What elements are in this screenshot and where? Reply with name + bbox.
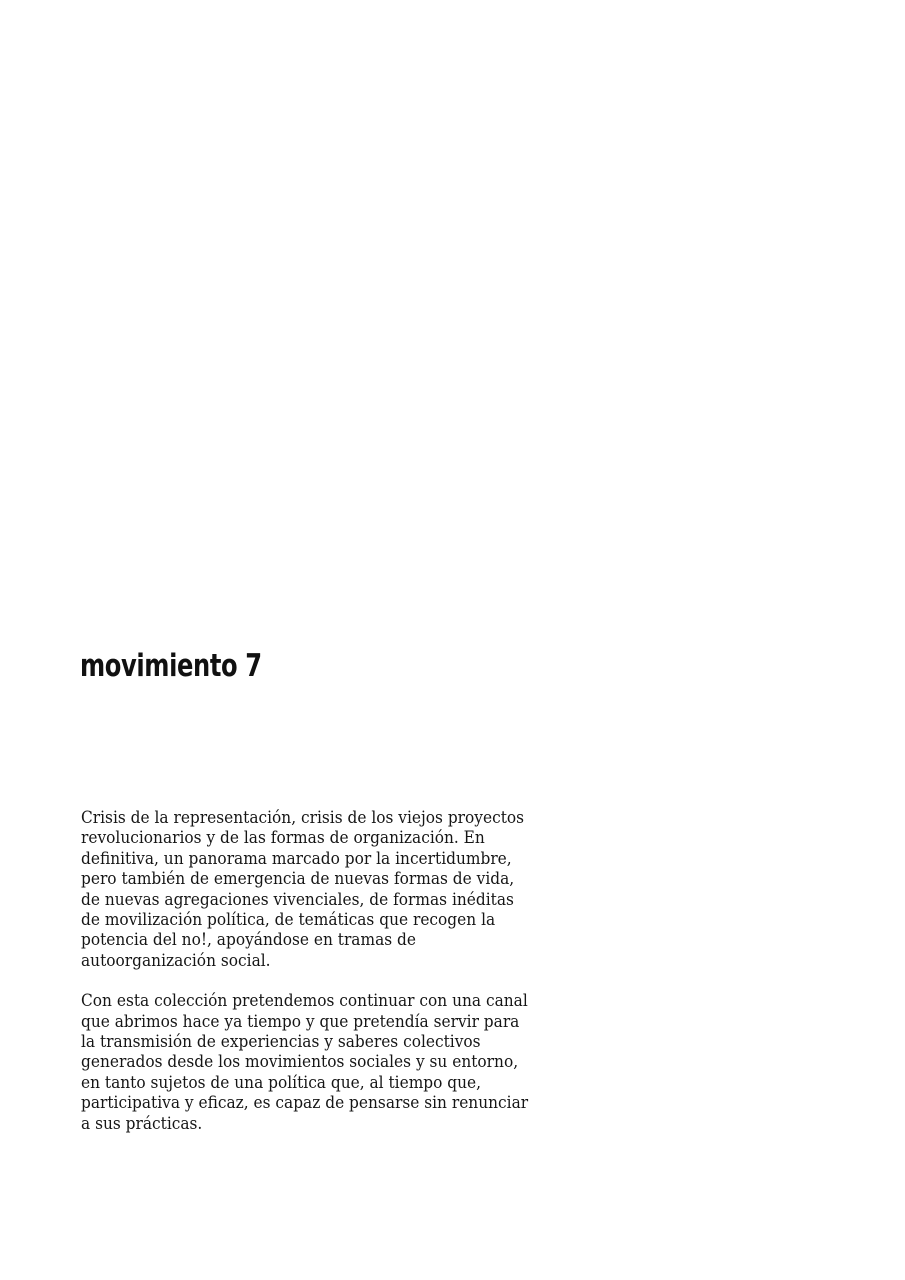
text-line: generados desde los movimientos sociales y su entorno, bbox=[81, 1052, 519, 1073]
series-title: movimiento 7 bbox=[80, 648, 262, 684]
series-description bbox=[81, 808, 541, 1154]
text-line: Crisis de la representación, crisis de los viejos proyectos bbox=[81, 808, 525, 828]
text-line: potencia del no!, apoyándose en tramas de bbox=[81, 930, 416, 951]
text-line: definitiva, un panorama marcado por la incertidumbre, bbox=[81, 848, 512, 869]
text-line: autoorganización social. bbox=[81, 950, 271, 971]
text-line: a sus prácticas. bbox=[81, 1113, 203, 1134]
text-line: pero también de emergencia de nuevas formas de vida, bbox=[81, 869, 515, 890]
text-line: participativa y eficaz, es capaz de pensarse sin renunciar bbox=[81, 1093, 529, 1114]
paragraph-2 bbox=[81, 991, 529, 1134]
text-line: revolucionarios y de las formas de organización. En bbox=[81, 828, 485, 849]
text-line: de movilización política, de temáticas que recogen la bbox=[81, 910, 496, 931]
paragraph-1 bbox=[81, 808, 525, 971]
text-line: en tanto sujetos de una política que, al tiempo que, bbox=[81, 1072, 482, 1093]
text-line: de nuevas agregaciones vivenciales, de formas inéditas bbox=[81, 889, 514, 910]
text-line: Con esta colección pretendemos continuar con una canal bbox=[81, 991, 528, 1012]
text-line: la transmisión de experiencias y saberes colectivos bbox=[81, 1032, 481, 1053]
text-line: que abrimos hace ya tiempo y que pretendía servir para bbox=[81, 1011, 520, 1032]
